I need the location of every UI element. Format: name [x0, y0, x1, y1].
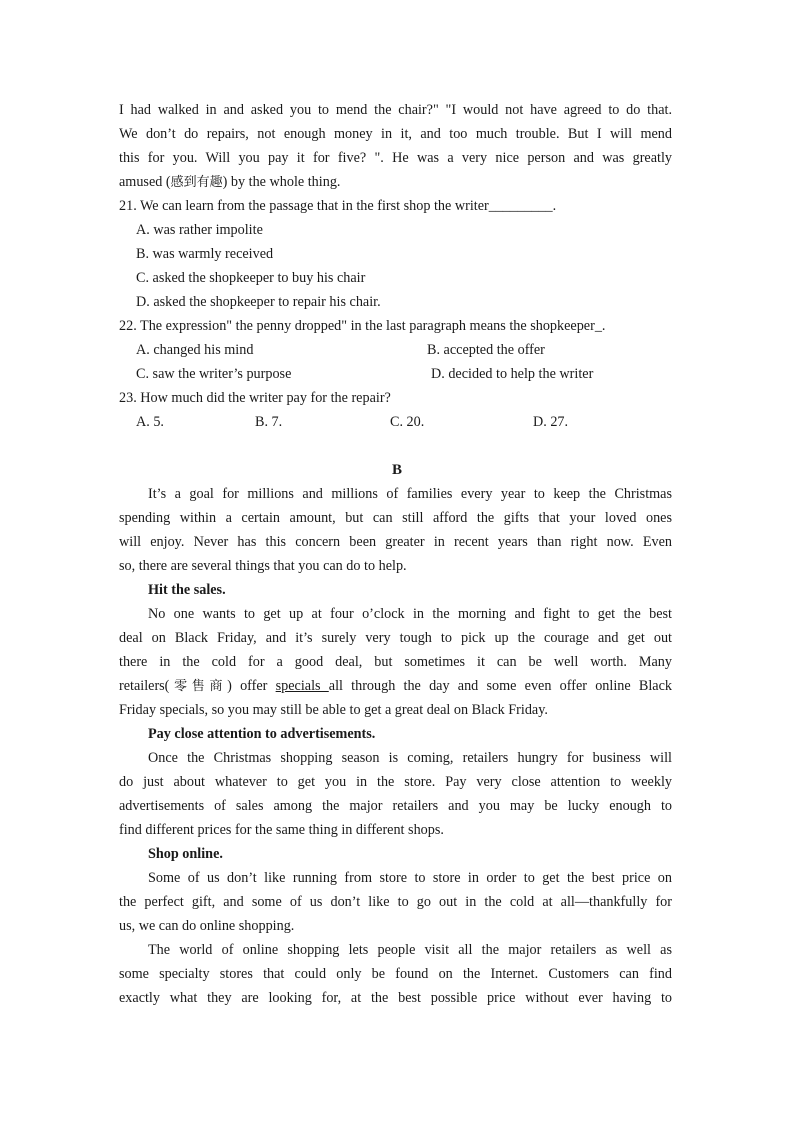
q21-option-a: A. was rather impolite	[136, 222, 263, 238]
passage-text: ) offer	[227, 678, 276, 694]
q21-option-d: D. asked the shopkeeper to repair his chair.	[136, 294, 381, 310]
question-23-stem: 23. How much did the writer pay for the repair?	[119, 390, 391, 406]
subheading-shop-online: Shop online.	[148, 846, 223, 862]
gloss-chinese: 零售商	[169, 679, 228, 694]
q22-options-row-1	[136, 338, 689, 362]
passage-text: ) by the whole thing.	[222, 174, 341, 190]
passage-line: exactly what they are looking for, at the best possible price without ever having to	[119, 990, 672, 1006]
question-21-stem	[119, 194, 672, 218]
q22-option-a: A. changed his mind	[136, 342, 254, 358]
q23-option-c: C. 20.	[390, 414, 425, 430]
passage-line: No one wants to get up at four o’clock in the morning and fight to get the best	[148, 606, 672, 622]
passage-line: do just about whatever to get you in the store. Pay very close attention to weekly	[119, 774, 672, 790]
passage-text: all through the day and some even offer online Black	[328, 678, 672, 694]
answer-blank: _________.	[488, 198, 557, 214]
passage-line: Some of us don’t like running from store to store in order to get the best price on	[148, 870, 672, 886]
q23-option-a: A. 5.	[136, 414, 164, 430]
passage-line: will enjoy. Never has this concern been greater in recent years than right now. Even	[119, 534, 672, 550]
subheading-advertisements: Pay close attention to advertisements.	[148, 726, 376, 742]
passage-line: so, there are several things that you can do to help.	[119, 558, 407, 574]
question-22-stem: 22. The expression" the penny dropped" in the last paragraph means the shopkeeper_.	[119, 318, 606, 334]
q22-option-c: C. saw the writer’s purpose	[136, 366, 292, 382]
passage-line: It’s a goal for millions and millions of families every year to keep the Christmas	[148, 486, 672, 502]
passage-line: find different prices for the same thing in different shops.	[119, 822, 444, 838]
passage-line: The world of online shopping lets people visit all the major retailers as well as	[148, 942, 672, 958]
passage-line	[119, 674, 672, 698]
q23-options-row	[136, 410, 689, 434]
passage-line: Once the Christmas shopping season is coming, retailers hungry for business will	[148, 750, 672, 766]
passage-line: Friday specials, so you may still be able to get a great deal on Black Friday.	[119, 702, 548, 718]
passage-line: I had walked in and asked you to mend the chair?" "I would not have agreed to do that.	[119, 102, 672, 118]
underlined-word: specials	[275, 678, 329, 694]
q23-option-d: D. 27.	[533, 414, 569, 430]
q22-option-d: D. decided to help the writer	[431, 366, 594, 382]
passage-text: amused (	[119, 174, 171, 190]
q21-option-c: C. asked the shopkeeper to buy his chair	[136, 270, 366, 286]
passage-line: advertisements of sales among the major retailers and you may be lucky enough to	[119, 798, 672, 814]
passage-line	[119, 170, 672, 194]
q22-options-row-2	[136, 362, 689, 386]
gloss-chinese: 感到有趣	[170, 175, 223, 190]
passage-line: there in the cold for a good deal, but sometimes it can be well worth. Many	[119, 654, 672, 670]
passage-line: us, we can do online shopping.	[119, 918, 295, 934]
passage-text: retailers(	[119, 678, 170, 694]
passage-line: the perfect gift, and some of us don’t like to go out in the cold at all—thankfully for	[119, 894, 672, 910]
passage-line: this for you. Will you pay it for five? ". He was a very nice person and was greatly	[119, 150, 672, 166]
section-b-label: B	[391, 462, 402, 478]
passage-line: spending within a certain amount, but can still afford the gifts that your loved ones	[119, 510, 672, 526]
passage-line: deal on Black Friday, and it’s surely very tough to pick up the courage and get out	[119, 630, 672, 646]
passage-line: some specialty stores that could only be found on the Internet. Customers can find	[119, 966, 672, 982]
q22-option-b: B. accepted the offer	[427, 342, 545, 358]
q23-option-b: B. 7.	[255, 414, 283, 430]
subheading-hit-the-sales: Hit the sales.	[148, 582, 226, 598]
question-text: 21. We can learn from the passage that in the first shop the writer	[119, 198, 489, 214]
passage-line: We don’t do repairs, not enough money in it, and too much trouble. But I will mend	[119, 126, 672, 142]
q21-option-b: B. was warmly received	[136, 246, 274, 262]
